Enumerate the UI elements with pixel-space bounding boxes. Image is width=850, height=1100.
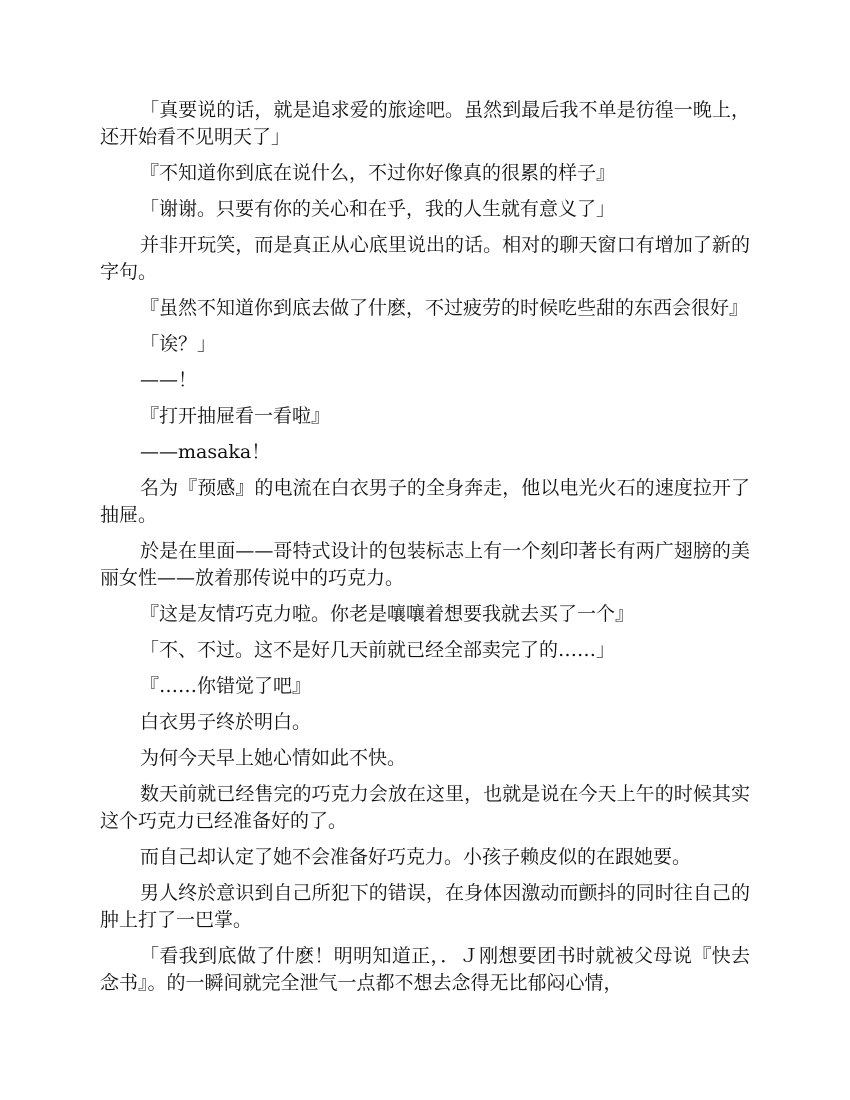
paragraph: 『打开抽屉看一看啦』 — [140, 405, 331, 427]
paragraph: 而自己却认定了她不会准备好巧克力。小孩子赖皮似的在跟她要。 — [140, 846, 692, 868]
paragraph: 「不、不过。这不是好几天前就已经全部卖完了的……」 — [140, 639, 616, 661]
paragraph: ——！ — [140, 369, 198, 391]
paragraph: 为何今天早上她心情如此不快。 — [140, 747, 407, 769]
text-body — [100, 97, 750, 1006]
paragraph: 『……你错觉了吧』 — [140, 675, 312, 697]
paragraph: 『不知道你到底在说什么，不过你好像真的很累的样子』 — [140, 162, 616, 184]
paragraph: 「看我到底做了什麽！明明知道正，．Ｊ刚想要团书时就被父母说『快去念书』。的一瞬间就完全泄气一点都不想去念得无比郁闷心情， — [100, 945, 750, 994]
paragraph: 「谢谢。只要有你的关心和在乎，我的人生就有意义了」 — [140, 198, 616, 220]
paragraph: ——masaka！ — [140, 441, 271, 463]
paragraph: 「诶？」 — [140, 333, 217, 355]
paragraph: 於是在里面——哥特式设计的包装标志上有一个刻印著长有两广翅膀的美丽女性——放着那传说中的巧克力。 — [100, 540, 750, 589]
paragraph: 数天前就已经售完的巧克力会放在这里，也就是说在今天上午的时候其实这个巧克力已经准备好的了。 — [100, 783, 750, 832]
paragraph: 白衣男子终於明白。 — [140, 711, 312, 733]
paragraph: 「真要说的话，就是追求爱的旅途吧。虽然到最后我不单是彷徨一晚上，还开始看不见明天了」 — [100, 99, 750, 148]
paragraph: 男人终於意识到自己所犯下的错误，在身体因激动而颤抖的同时往自己的肿上打了一巴掌。 — [100, 882, 750, 931]
paragraph: 『虽然不知道你到底去做了什麽，不过疲劳的时候吃些甜的东西会很好』 — [140, 297, 749, 319]
paragraph: 并非开玩笑，而是真正从心底里说出的话。相对的聊天窗口有增加了新的字句。 — [100, 234, 750, 283]
paragraph: 『这是友情巧克力啦。你老是嚷嚷着想要我就去买了一个』 — [140, 603, 635, 625]
paragraph: 名为『预感』的电流在白衣男子的全身奔走，他以电光火石的速度拉开了抽屉。 — [100, 477, 750, 526]
